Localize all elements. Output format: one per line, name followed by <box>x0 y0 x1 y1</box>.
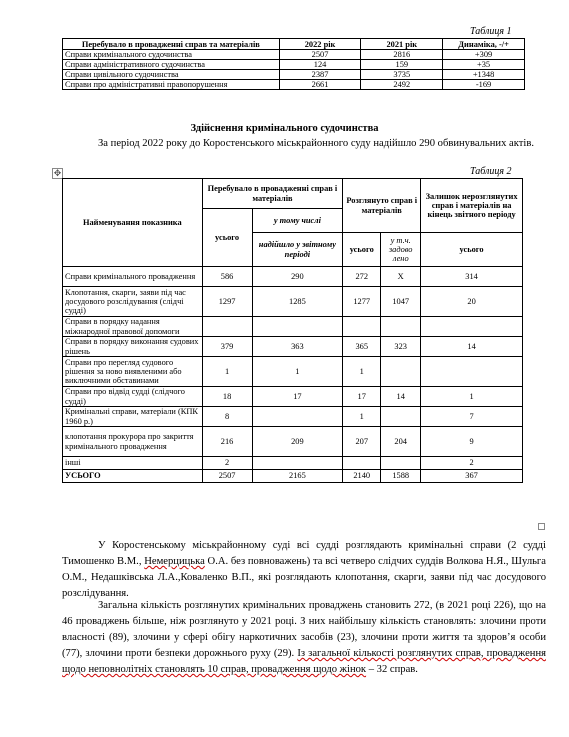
table2-cell: Кримінальні справи, матеріали (КПК 1960 р.) <box>63 407 203 427</box>
intro-paragraph: За період 2022 року до Коростенського міськрайонного суду надійшло 290 обвинувальних актів. <box>98 138 534 149</box>
table2-cell: 365 <box>343 337 381 357</box>
table2-header-received: надійшло у звітному періоді <box>252 233 343 267</box>
table2-cell: 9 <box>421 427 523 457</box>
table2-cell: 2 <box>202 457 252 470</box>
table1-cell: -169 <box>443 80 525 90</box>
table1-cell-text: Справи адміністративного судочинства <box>65 60 205 69</box>
table1-cell: 2387 <box>279 70 361 80</box>
table-resize-handle[interactable] <box>538 523 545 530</box>
table2-total-label: УСЬОГО <box>63 470 203 483</box>
table2-total-cell: 2507 <box>202 470 252 483</box>
table1-header: Перебувало в провадженні справ та матеріалів <box>63 39 280 50</box>
stats-text-a: Загальна кількість розглянутих кримінальних проваджень становить 272, (в 2021 році 226), що на 46 проваджень більше, ніж розглянуто у 2021 році. З них найбільшу кількість становлять: злочини проти власності (89), злочини у сфері обігу наркотичних засобів (23), злочини проти життя та здоров’я особи (77), злочини проти безпеки дорожнього руху (29). <box>62 600 546 659</box>
table1-cell: 2492 <box>361 80 443 90</box>
table2-row <box>63 287 523 317</box>
table2-row <box>63 427 523 457</box>
table2-cell: 314 <box>421 267 523 287</box>
table1-header: 2022 рік <box>279 39 361 50</box>
table2-cell: інші <box>63 457 203 470</box>
table2-cell <box>252 457 343 470</box>
judges-paragraph <box>62 538 546 602</box>
table2-cell: 209 <box>252 427 343 457</box>
table2-cell: 17 <box>252 387 343 407</box>
table2-cell: Клопотання, скарги, заяви під час досудового розслідування (слідчі судді) <box>63 287 203 317</box>
table2-cell: 586 <box>202 267 252 287</box>
statistics-paragraph <box>62 598 546 678</box>
table1-cell: Справи про адміністративні правопорушення <box>63 80 280 90</box>
table1-header: 2021 рік <box>361 39 443 50</box>
table2-cell: клопотання прокурора про закриття кримінального провадження <box>63 427 203 457</box>
table2-cell <box>421 317 523 337</box>
table2-header-including: у тому числі <box>252 209 343 233</box>
table2-cell: 216 <box>202 427 252 457</box>
table2-cell: 379 <box>202 337 252 357</box>
table2-cell: 1 <box>252 357 343 387</box>
table2-header-row <box>63 179 523 209</box>
table2-cell: 1047 <box>381 287 421 317</box>
table2 <box>62 178 523 483</box>
table-move-handle-icon[interactable]: ✥ <box>53 168 62 178</box>
table2-caption: Таблиця 2 <box>470 166 512 177</box>
table1-cell: Справи цивільного судочинства <box>63 70 280 80</box>
table2-cell: 207 <box>343 427 381 457</box>
table2-cell <box>421 357 523 387</box>
table2-row <box>63 357 523 387</box>
table1-cell: +309 <box>443 50 525 60</box>
table2-header-incl2: у т.ч. задово лено <box>381 233 421 267</box>
table2-row <box>63 387 523 407</box>
table1-cell: 2816 <box>361 50 443 60</box>
table2-cell: 1 <box>343 357 381 387</box>
table2-header-total3: усього <box>421 233 523 267</box>
table2-cell: Справи кримінального провадження <box>63 267 203 287</box>
table2-total-cell: 2165 <box>252 470 343 483</box>
table1-cell: +1348 <box>443 70 525 80</box>
table1-header: Динаміка, -/+ <box>443 39 525 50</box>
table2-cell: 17 <box>343 387 381 407</box>
table2-cell: 323 <box>381 337 421 357</box>
table2-total-cell: 367 <box>421 470 523 483</box>
stats-text-c: – 32 справ. <box>366 664 418 675</box>
table2-cell: 363 <box>252 337 343 357</box>
table2-row <box>63 457 523 470</box>
table1-cell: Справи кримінального судочинства <box>63 50 280 60</box>
table2-cell: 14 <box>381 387 421 407</box>
table2-cell: 272 <box>343 267 381 287</box>
table2-cell <box>381 317 421 337</box>
judges-text-b: Немерцицька <box>144 556 205 567</box>
table2-row <box>63 267 523 287</box>
table2-cell <box>202 317 252 337</box>
table1-cell: 124 <box>279 60 361 70</box>
table1 <box>62 38 525 90</box>
table2-cell: 204 <box>381 427 421 457</box>
table2-cell: 1285 <box>252 287 343 317</box>
table2-row <box>63 317 523 337</box>
table2-header-total: усього <box>202 209 252 267</box>
table2-header-name: Найменування показника <box>63 179 203 267</box>
table1-cell: 2507 <box>279 50 361 60</box>
table2-cell: 7 <box>421 407 523 427</box>
table2-header-group3: Залишок нерозглянутих справ і матеріалів на кінець звітного періоду <box>421 179 523 233</box>
section-heading: Здійснення кримінального судочинства <box>190 123 379 134</box>
table2-total-cell: 2140 <box>343 470 381 483</box>
table2-header-group1: Перебувало в провадженні справ і матеріалів <box>202 179 343 209</box>
table2-cell: 20 <box>421 287 523 317</box>
table2-total-row <box>63 470 523 483</box>
table2-cell: 1 <box>421 387 523 407</box>
table2-cell <box>381 457 421 470</box>
table2-cell <box>252 317 343 337</box>
table2-header-total2: усього <box>343 233 381 267</box>
table1-cell: 3735 <box>361 70 443 80</box>
judges-text-a: У Коростенському міськрайонному суді всі судді розглядають кримінальні справи (2 судді Тимошенко В.М., <box>62 540 546 567</box>
table2-cell: 290 <box>252 267 343 287</box>
table2-cell: Справи про відвід судді (слідчого судді) <box>63 387 203 407</box>
table2-cell: Справи про перегляд судового рішення за ново виявленими або виключними обставинами <box>63 357 203 387</box>
table1-caption: Таблиця 1 <box>470 26 512 37</box>
table2-cell <box>381 357 421 387</box>
table2-row <box>63 337 523 357</box>
table1-cell: 2661 <box>279 80 361 90</box>
table2-cell <box>343 317 381 337</box>
stats-text-b: Із загальної кількості розглянутих справ, провадження щодо неповнолітніх становлять 10 справ, провадження щодо жінок <box>62 648 546 675</box>
table1-row <box>63 60 525 70</box>
table1-cell: +35 <box>443 60 525 70</box>
table2-cell: 2 <box>421 457 523 470</box>
table2-cell: 1 <box>202 357 252 387</box>
table2-cell: 1 <box>343 407 381 427</box>
table2-cell: 1277 <box>343 287 381 317</box>
table2-cell: 14 <box>421 337 523 357</box>
table2-header-group2: Розглянуто справ і матеріалів <box>343 179 421 233</box>
table1-row <box>63 50 525 60</box>
table2-cell: Справи в порядку надання міжнародної правової допомоги <box>63 317 203 337</box>
table2-cell: X <box>381 267 421 287</box>
table2-cell <box>252 407 343 427</box>
table2-cell: 1297 <box>202 287 252 317</box>
table1-cell <box>63 60 280 70</box>
table2-cell <box>381 407 421 427</box>
table1-row <box>63 70 525 80</box>
table2-cell: Справи в порядку виконання судових рішень <box>63 337 203 357</box>
table1-cell: 159 <box>361 60 443 70</box>
table2-total-cell: 1588 <box>381 470 421 483</box>
table2-cell: 18 <box>202 387 252 407</box>
judges-text-c: О.А. без повноважень) та всі четверо слідчих суддів Волкова Н.Я., Шульга О.М., Недашківська Л.А.,Коваленко В.П., які розглядають клопотання, скарги, заяви під час досудового розслідування. <box>62 556 546 599</box>
table2-row <box>63 407 523 427</box>
table2-cell <box>343 457 381 470</box>
table1-header-row <box>63 39 525 50</box>
table2-cell: 8 <box>202 407 252 427</box>
table1-row <box>63 80 525 90</box>
